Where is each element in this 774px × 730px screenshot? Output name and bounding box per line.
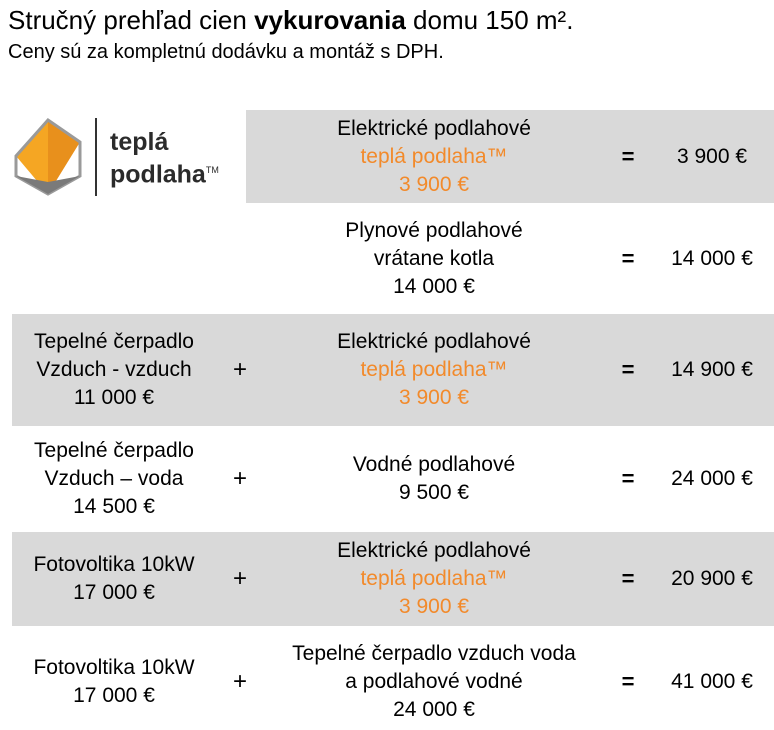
text-line: Vodné podlahové bbox=[352, 453, 516, 476]
text-line: 14 000 € bbox=[393, 275, 475, 298]
title-post: domu 150 m². bbox=[405, 5, 574, 35]
plus-sign: + bbox=[232, 565, 247, 592]
logo-line2: podlaha bbox=[110, 160, 206, 189]
equals-sign: = bbox=[621, 143, 635, 169]
page-title bbox=[8, 4, 573, 36]
floor-heating-option bbox=[262, 110, 606, 203]
highlight-line: teplá podlaha™ bbox=[360, 358, 508, 381]
floor-heating-option bbox=[262, 634, 606, 730]
floor-heating-option bbox=[262, 532, 606, 626]
highlight-line: 3 900 € bbox=[398, 386, 470, 409]
text-line: Fotovoltika 10kW bbox=[33, 553, 195, 576]
total-price: 24 000 € bbox=[671, 467, 753, 490]
text-line: Elektrické podlahové bbox=[337, 330, 531, 353]
total-price: 20 900 € bbox=[671, 567, 753, 590]
text-line: Tepelné čerpadlo bbox=[34, 439, 194, 462]
text-line: 24 000 € bbox=[393, 698, 475, 721]
logo-line1: teplá bbox=[110, 128, 169, 156]
text-line: 9 500 € bbox=[398, 481, 470, 504]
text-line: Plynové podlahové bbox=[345, 219, 523, 242]
left-option bbox=[12, 634, 216, 730]
text-line: 17 000 € bbox=[73, 684, 155, 707]
text-line: Vzduch - vzduch bbox=[36, 358, 192, 381]
text-line: Fotovoltika 10kW bbox=[33, 656, 195, 679]
logo-tm: TM bbox=[205, 165, 219, 175]
equals-sign: = bbox=[621, 357, 635, 382]
text-line: vrátane kotla bbox=[373, 247, 495, 270]
equals-sign: = bbox=[621, 566, 635, 591]
text-line: Vzduch – voda bbox=[44, 467, 184, 490]
text-line: Tepelné čerpadlo bbox=[34, 330, 194, 353]
plus-sign: + bbox=[232, 465, 247, 492]
highlight-line: teplá podlaha™ bbox=[360, 144, 508, 168]
page-subtitle: Ceny sú za kompletnú dodávku a montáž s DPH. bbox=[8, 41, 444, 63]
left-option bbox=[12, 532, 216, 626]
highlight-line: 3 900 € bbox=[398, 172, 470, 196]
plus-sign: + bbox=[232, 356, 247, 383]
total-price: 14 900 € bbox=[671, 358, 753, 381]
highlight-line: 3 900 € bbox=[398, 595, 470, 618]
text-line: a podlahové vodné bbox=[345, 670, 523, 693]
title-bold: vykurovania bbox=[254, 5, 406, 35]
highlight-line: teplá podlaha™ bbox=[360, 567, 508, 590]
text-line: 17 000 € bbox=[73, 581, 155, 604]
total-price: 3 900 € bbox=[676, 144, 748, 168]
equals-sign: = bbox=[621, 466, 635, 491]
equals-sign: = bbox=[621, 669, 635, 694]
text-line: Tepelné čerpadlo vzduch voda bbox=[292, 642, 576, 665]
text-line: 14 500 € bbox=[73, 495, 155, 518]
equals-sign: = bbox=[621, 246, 635, 271]
left-option bbox=[12, 432, 216, 526]
text-line: 11 000 € bbox=[73, 386, 155, 409]
floor-heating-option bbox=[262, 314, 606, 426]
text-line: Elektrické podlahové bbox=[337, 116, 531, 140]
total-price: 41 000 € bbox=[671, 670, 753, 693]
logo-text bbox=[110, 128, 219, 188]
title-pre: Stručný prehľad cien bbox=[8, 5, 255, 35]
text-line: Elektrické podlahové bbox=[337, 539, 531, 562]
left-option bbox=[12, 314, 216, 426]
plus-sign: + bbox=[232, 668, 247, 695]
total-price: 14 000 € bbox=[671, 247, 753, 270]
floor-heating-option bbox=[262, 432, 606, 526]
floor-heating-option bbox=[262, 212, 606, 306]
